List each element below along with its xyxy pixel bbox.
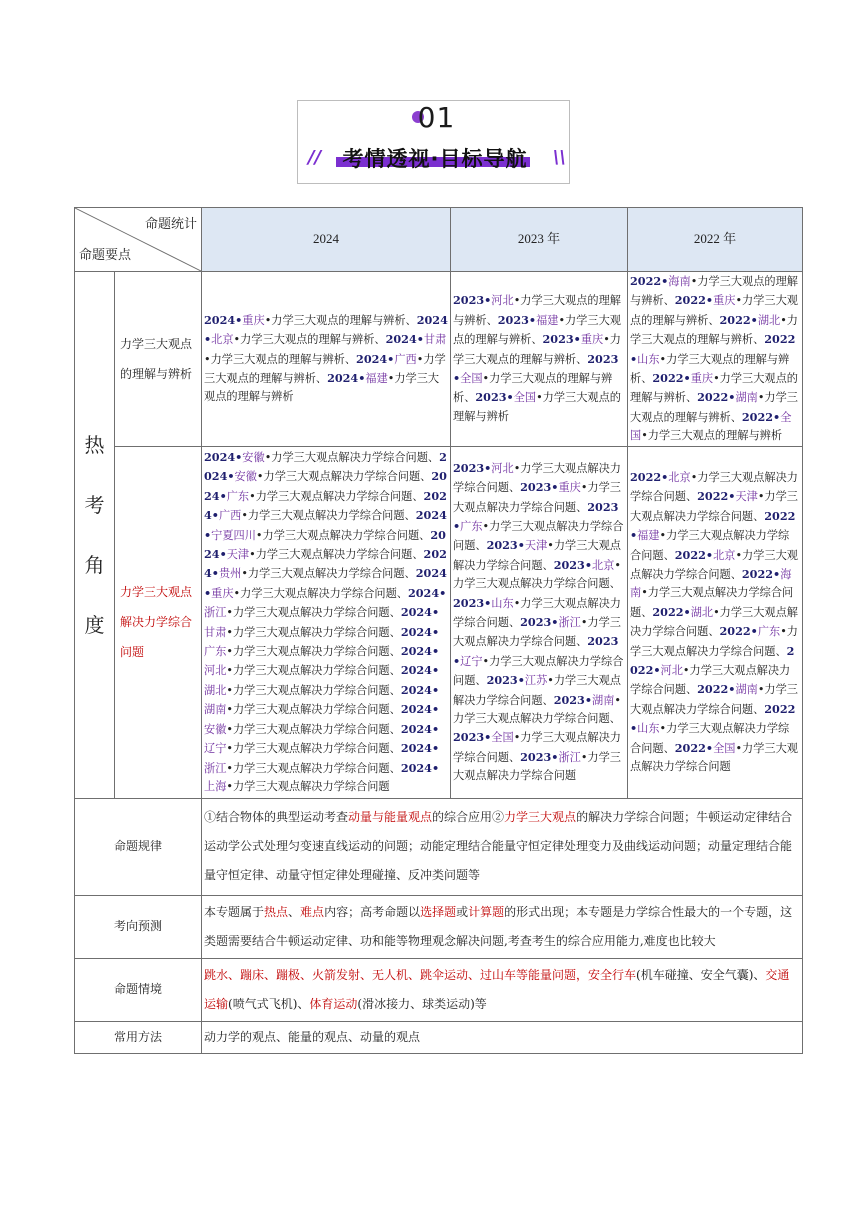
body-text: (机车碰撞、安全气囊)、 (636, 967, 766, 982)
entry-topic: •力学三大观点解决力学综合问题、 (255, 528, 431, 542)
entry-topic: •力学三大观点解决力学综合问题、 (453, 481, 621, 514)
body-text: 的综合应用② (432, 810, 505, 825)
exam-entry (453, 391, 621, 422)
entry-province: 广东 (204, 645, 227, 659)
topic-1-label: 力学三大观点的理解与辨析 (115, 272, 202, 447)
entry-topic: •力学三大观点解决力学综合问题、 (453, 731, 621, 764)
entry-year: 2023• (486, 538, 525, 553)
entry-province: 湖南 (735, 683, 758, 697)
entry-province: 浙江 (558, 750, 581, 764)
entry-year: 2023• (453, 293, 492, 308)
entry-topic: •力学三大观点的理解与辨析、 (630, 313, 798, 347)
entry-province: 广东 (757, 625, 781, 639)
entry-province: 重庆 (690, 372, 714, 386)
entry-province: 贵州 (218, 567, 242, 581)
entry-topic: •力学三大观点解决力学综合问题、 (453, 615, 621, 649)
entry-topic: •力学三大观点解决力学综合问题、 (226, 645, 401, 659)
entry-year: 2023• (520, 480, 559, 495)
entry-topic: •力学三大观点解决力学综合问题、 (226, 722, 401, 736)
entry-topic: •力学三大观点解决力学综合问题、 (630, 625, 798, 658)
entry-year: 2024• (400, 605, 440, 620)
entry-province: 江苏 (524, 674, 548, 688)
entry-year: 2023• (553, 692, 592, 707)
entry-year: 2023• (486, 673, 525, 688)
entry-topic: •力学三大观点解决力学综合问题、 (226, 742, 401, 756)
highlight-text: 计算题 (468, 904, 505, 919)
year-header-2024: 2024 (202, 208, 451, 272)
entry-province: 浙江 (204, 606, 227, 620)
slash-left-icon: // (308, 147, 322, 168)
entry-topic: •力学三大观点的理解与辨析 (641, 429, 783, 443)
entry-year: 2022• (630, 469, 669, 484)
entry-province: 辽宁 (204, 742, 227, 756)
entry-province: 天津 (735, 490, 758, 504)
entry-topic: •力学三大观点的理解与辨析、 (204, 352, 446, 386)
entry-year: 2022• (652, 604, 691, 619)
context-content (202, 958, 803, 1021)
forecast-row (75, 895, 803, 958)
method-label: 常用方法 (75, 1021, 202, 1053)
entry-topic: •力学三大观点解决力学综合问题、 (453, 674, 621, 707)
body-text: 本专题属于 (204, 904, 265, 919)
entry-province: 福建 (365, 372, 388, 386)
entry-province: 安徽 (204, 722, 227, 736)
entry-topic: •力学三大观点的理解与辨析、 (630, 372, 798, 405)
entry-year: 2022• (697, 682, 736, 697)
entry-topic: •力学三大观点的理解与辨析、 (630, 294, 798, 327)
entry-province: 重庆 (580, 333, 604, 347)
entry-topic: •力学三大观点解决力学综合问题、 (630, 548, 798, 581)
entry-topic: •力学三大观点解决力学综合问题、 (630, 663, 791, 697)
entry-topic: •力学三大观点解决力学综合问题 (630, 741, 798, 773)
slash-right-icon: \\ (552, 147, 566, 168)
entry-year: 2024• (400, 644, 440, 659)
header-row (75, 208, 803, 272)
entry-province: 河北 (491, 294, 514, 308)
entry-province: 湖北 (757, 313, 781, 327)
entry-province: 湖南 (204, 703, 227, 717)
entry-year: 2024• (400, 682, 440, 697)
body-text: 、 (288, 904, 301, 919)
entry-province: 安徽 (242, 451, 265, 464)
entry-topic: •力学三大观点解决力学综合问题、 (453, 596, 621, 629)
entry-topic: •力学三大观点解决力学综合问题、 (226, 683, 401, 697)
entry-province: 浙江 (558, 615, 581, 629)
topic-2-2024 (202, 446, 451, 798)
year-header-2022: 2022 年 (628, 208, 803, 272)
entry-province: 重庆 (713, 294, 736, 308)
entry-topic: •力学三大观点解决力学综合问题、 (630, 470, 798, 504)
entry-topic: •力学三大观点解决力学综合问题、 (241, 567, 416, 581)
topic-2-2022 (628, 446, 803, 798)
entry-topic: •力学三大观点解决力学综合问题、 (241, 509, 416, 523)
entry-year: 2023• (520, 749, 559, 764)
entry-topic: •力学三大观点的理解与辨析、 (204, 352, 357, 366)
entry-year: 2022• (697, 489, 736, 504)
topic-1-2024 (202, 272, 451, 447)
entry-year: 2024• (385, 332, 424, 347)
entry-topic: •力学三大观点解决力学综合问题、 (264, 451, 440, 464)
entry-topic: •力学三大观点的理解与辨析、 (630, 352, 790, 386)
highlight-text: 热点 (264, 904, 289, 919)
entry-year: 2022• (630, 508, 796, 543)
entry-province: 福建 (637, 529, 660, 543)
hot-angle-label: 热 考 角 度 (75, 272, 115, 799)
method-content: 动力学的观点、能量的观点、动量的观点 (202, 1021, 803, 1053)
entry-province: 湖南 (592, 693, 615, 707)
entry-year: 2023• (453, 595, 492, 610)
entry-province: 湖北 (690, 605, 714, 619)
entry-year: 2023• (553, 557, 592, 572)
entry-province: 北京 (211, 333, 234, 347)
entry-province: 甘肃 (204, 625, 227, 639)
entry-topic: •力学三大观点的理解与辨析 (204, 372, 440, 404)
entry-province: 广东 (226, 489, 250, 503)
entry-topic: •力学三大观点的理解与辨析、 (233, 333, 386, 347)
diagonal-header-cell (75, 208, 202, 272)
entry-province: 安徽 (234, 470, 257, 484)
highlight-text: 动量与能量观点 (348, 810, 433, 825)
entry-province: 北京 (713, 548, 736, 562)
topic-row-1 (75, 272, 803, 447)
highlight-text: 难点 (300, 904, 325, 919)
entry-year: 2023• (453, 634, 619, 668)
entry-province: 辽宁 (460, 654, 483, 668)
forecast-content (202, 895, 803, 958)
entry-province: 湖南 (735, 391, 758, 405)
entry-province: 全国 (630, 410, 792, 443)
entry-province: 重庆 (558, 481, 581, 495)
entry-year: 2024• (400, 741, 440, 756)
entry-province: 全国 (513, 391, 537, 405)
entry-topic: •力学三大观点解决力学综合问题、 (630, 529, 790, 562)
topic-2-2023 (451, 446, 628, 798)
body-text: 的形式出现；本专题是力学综合性最大的一个专题，这类题需要结合牛顿运动定律、功和能等物理观念解决问题,考查考生的综合应用能力,难度也比较大 (204, 904, 793, 948)
entry-topic: •力学三大观点解决力学综合问题、 (630, 490, 798, 523)
method-row (75, 1021, 803, 1053)
entry-year: 2024• (407, 585, 447, 600)
entry-province: 浙江 (204, 761, 227, 775)
highlight-text: 体育运动 (309, 996, 358, 1011)
entry-year: 2022• (652, 371, 691, 386)
entry-province: 山东 (637, 352, 660, 366)
entry-year: 2024• (400, 721, 440, 736)
body-text: 的解决力学综合问题；牛顿运动定律结合运动学公式处理匀变速直线运动的问题；动能定理结合能量守恒定律处理变力及曲线运动问题；动量定理结合能量守恒定律、动量守恒定律处理碰撞、反冲类问题等 (204, 810, 793, 883)
section-number: 01 (298, 101, 569, 134)
entry-topic: •力学三大观点解决力学综合问题、 (453, 519, 624, 553)
entry-topic: •力学三大观点解决力学综合问题、 (453, 654, 624, 688)
entry-year: 2024• (204, 508, 447, 542)
year-header-2023: 2023 年 (451, 208, 628, 272)
entry-topic: •力学三大观点解决力学综合问题、 (453, 461, 621, 495)
entry-year: 2023• (542, 332, 581, 347)
topic-2-label: 力学三大观点解决力学综合问题 (115, 446, 202, 798)
exam-entry (204, 314, 417, 327)
body-text: 内容；高考命题以 (324, 904, 421, 919)
entry-province: 海南 (630, 567, 792, 600)
body-text: (滑冰接力、球类运动)等 (357, 996, 487, 1011)
entry-topic: •力学三大观点解决力学综合问题、 (630, 683, 798, 716)
forecast-label: 考向预测 (75, 895, 202, 958)
entry-topic: •力学三大观点解决力学综合问题、 (630, 605, 798, 639)
entry-topic: •力学三大观点的理解与辨析、 (264, 313, 417, 327)
topic-1-2022 (628, 272, 803, 447)
entry-topic: •力学三大观点的理解与辨析、 (453, 294, 621, 327)
entry-year: 2024• (400, 663, 440, 678)
entry-topic: •力学三大观点的理解与辨析、 (630, 391, 798, 424)
body-text: 或 (456, 904, 469, 919)
entry-province: 海南 (668, 275, 691, 288)
entry-province: 广东 (460, 519, 483, 533)
entry-year: 2022• (741, 566, 781, 581)
body-text: ①结合物体的典型运动考查 (204, 810, 349, 825)
entry-province: 重庆 (242, 313, 265, 327)
entry-province: 天津 (524, 539, 548, 553)
entry-year: 2024• (204, 527, 446, 562)
entry-year: 2023• (497, 312, 537, 327)
entry-topic: •力学三大观点解决力学综合问题、 (249, 548, 424, 562)
entry-province: 全国 (460, 372, 483, 386)
diag-top-label: 命题统计 (144, 217, 197, 232)
entry-province: 湖北 (204, 683, 227, 697)
entry-year: 2024• (204, 469, 447, 503)
entry-topic: •力学三大观点解决力学综合问题、 (453, 539, 621, 572)
entry-topic: •力学三大观点解决力学综合问题、 (453, 558, 621, 591)
entry-topic: •力学三大观点解决力学综合问题、 (226, 625, 401, 639)
law-label: 命题规律 (75, 798, 202, 895)
entry-year: 2022• (630, 701, 796, 736)
entry-province: 河北 (660, 663, 683, 677)
law-content (202, 798, 803, 895)
topic-1-2023 (451, 272, 628, 447)
entry-year: 2022• (719, 312, 758, 327)
entry-year: 2022• (697, 390, 736, 405)
entry-year: 2024• (204, 566, 447, 600)
entry-topic: •力学三大观点的理解与辨析 (453, 391, 621, 423)
entry-topic: •力学三大观点解决力学综合问题、 (226, 761, 401, 775)
entry-year: 2024• (356, 351, 395, 366)
entry-province: 河北 (491, 461, 514, 475)
entry-topic: •力学三大观点解决力学综合问题、 (233, 586, 408, 600)
entry-year: 2023• (475, 390, 514, 405)
banner-title-bar (308, 143, 566, 171)
entry-year: 2023• (453, 460, 492, 475)
topic-row-2 (75, 446, 803, 798)
entry-year: 2022• (719, 624, 758, 639)
entry-province: 福建 (536, 313, 559, 327)
entry-year: 2024• (327, 371, 366, 386)
entry-year: 2024• (400, 624, 440, 639)
entry-province: 北京 (668, 470, 691, 484)
entry-topic: •力学三大观点的理解与辨析、 (453, 333, 621, 366)
entry-topic: •力学三大观点解决力学综合问题、 (453, 693, 621, 725)
law-row (75, 798, 803, 895)
entry-province: 甘肃 (423, 333, 447, 347)
diag-bottom-label: 命题要点 (79, 247, 132, 263)
entry-year: 2022• (741, 409, 781, 424)
entry-topic: •力学三大观点的理解与辨析、 (453, 313, 621, 347)
entry-year: 2022• (674, 740, 714, 755)
entry-year: 2024• (204, 450, 447, 484)
entry-topic: •力学三大观点解决力学综合问题、 (630, 586, 794, 619)
entry-province: 全国 (713, 741, 736, 755)
entry-province: 重庆 (211, 586, 234, 600)
entry-province: 广西 (218, 509, 242, 523)
entry-province: 北京 (592, 558, 615, 572)
entry-year: 2022• (630, 643, 795, 677)
entry-topic: •力学三大观点解决力学综合问题、 (249, 489, 424, 503)
entry-year: 2024• (400, 760, 440, 775)
entry-province: 全国 (491, 731, 514, 745)
entry-topic: •力学三大观点的理解与辨析、 (630, 275, 798, 308)
entry-year: 2024• (204, 488, 447, 523)
entry-topic: •力学三大观点解决力学综合问题、 (226, 664, 401, 678)
entry-year: 2023• (453, 351, 619, 386)
entry-topic: •力学三大观点解决力学综合问题 (453, 750, 621, 783)
entry-province: 广西 (394, 352, 417, 366)
entry-year: 2022• (674, 547, 714, 562)
entry-province: 山东 (491, 596, 514, 610)
exam-entry (204, 451, 439, 464)
entry-year: 2023• (453, 730, 492, 745)
entry-year: 2022• (674, 293, 714, 308)
entry-year: 2024• (204, 312, 243, 327)
entry-topic: •力学三大观点解决力学综合问题、 (226, 606, 401, 620)
section-title: 考情透视·目标导航 (342, 147, 528, 171)
entry-topic: •力学三大观点解决力学综合问题、 (226, 703, 401, 717)
entry-year: 2022• (630, 332, 796, 366)
context-label: 命题情境 (75, 958, 202, 1021)
entry-year: 2022• (630, 274, 669, 288)
highlight-text: 交通运输 (204, 967, 790, 1011)
section-banner (297, 100, 570, 184)
exam-analysis-table (74, 207, 803, 1054)
entry-year: 2023• (520, 614, 559, 629)
highlight-text: 选择题 (420, 904, 457, 919)
entry-province: 河北 (204, 664, 227, 678)
entry-year: 2024• (204, 312, 448, 347)
body-text: (喷气式飞机)、 (228, 996, 310, 1011)
entry-province: 上海 (204, 779, 227, 793)
entry-topic: •力学三大观点解决力学综合问题 (226, 779, 390, 793)
highlight-text: 力学三大观点 (504, 810, 577, 825)
entry-year: 2024• (204, 450, 243, 464)
entry-topic: •力学三大观点的理解与辨析、 (453, 372, 613, 405)
entry-topic: •力学三大观点解决力学综合问题、 (256, 470, 432, 484)
entry-year: 2024• (400, 702, 440, 717)
entry-province: 山东 (637, 722, 660, 736)
entry-province: 宁夏四川 (211, 528, 256, 542)
highlight-text: 跳水、蹦床、蹦极、火箭发射、无人机、跳伞运动、过山车等能量问题，安全行车 (204, 967, 637, 982)
entry-year: 2024• (204, 547, 447, 581)
context-row (75, 958, 803, 1021)
entry-topic: •力学三大观点解决力学综合问题、 (630, 722, 790, 755)
entry-year: 2023• (453, 499, 619, 533)
entry-province: 天津 (226, 548, 250, 562)
